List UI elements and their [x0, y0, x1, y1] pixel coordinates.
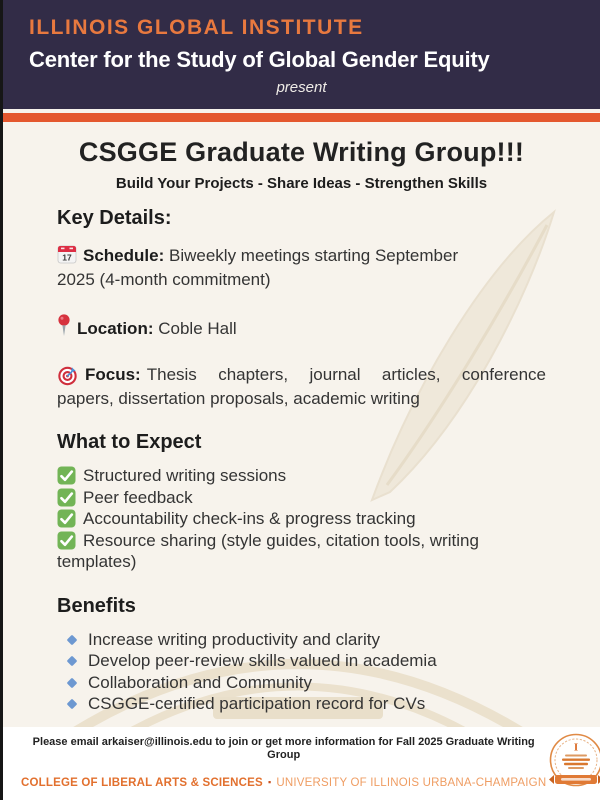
- benefit-item: Increase writing productivity and clarity: [65, 629, 546, 651]
- schedule-detail: [57, 244, 546, 292]
- diamond-icon: [65, 697, 79, 711]
- check-icon: [57, 509, 76, 528]
- schedule-label: Schedule:: [83, 246, 165, 265]
- benefit-item: Collaboration and Community: [65, 672, 546, 694]
- benefit-item: Develop peer-review skills valued in academia: [65, 650, 546, 672]
- focus-detail: [57, 363, 546, 411]
- orange-stripe: [3, 113, 600, 122]
- focus-text-line1: Thesis chapters, journal articles, conference: [146, 365, 546, 384]
- svg-text:I: I: [574, 741, 579, 754]
- diamond-icon: [65, 654, 79, 668]
- location-text: Coble Hall: [158, 319, 237, 338]
- college-name: COLLEGE OF LIBERAL ARTS & SCIENCES: [21, 777, 263, 789]
- check-icon: [57, 531, 76, 550]
- expect-heading: What to Expect: [57, 431, 202, 453]
- college-line: [21, 777, 546, 789]
- schedule-text-line1: Biweekly meetings starting September: [168, 246, 459, 265]
- footer-bar: [3, 727, 600, 800]
- check-icon: [57, 466, 76, 485]
- square-bullet-icon: ▪: [267, 777, 272, 787]
- flyer-body: [3, 122, 600, 727]
- svg-text:17: 17: [62, 252, 72, 263]
- csgge-seal-badge: [546, 733, 600, 795]
- benefits-list: [57, 629, 546, 715]
- flyer-subtitle: Build Your Projects - Share Ideas - Strengthen Skills: [115, 175, 488, 192]
- location-label: Location:: [77, 319, 154, 338]
- location-detail: [57, 314, 546, 341]
- contact-note: Please email arkaiser@illinois.edu to join or get more information for Fall 2025 Graduate Writing Group: [32, 736, 535, 761]
- institute-name: ILLINOIS GLOBAL INSTITUTE: [29, 16, 364, 39]
- focus-text-line2: papers, dissertation proposals, academic writing: [57, 389, 420, 408]
- key-details-heading: Key Details:: [57, 207, 172, 229]
- expect-item: Accountability check-ins & progress tracking: [57, 508, 546, 530]
- expect-list: [57, 465, 546, 573]
- calendar-icon: [57, 244, 77, 264]
- footer-text-block: [3, 727, 546, 800]
- university-name: UNIVERSITY OF ILLINOIS URBANA-CHAMPAIGN: [276, 777, 547, 789]
- flyer-title: CSGGE Graduate Writing Group!!!: [78, 137, 525, 167]
- center-name: Center for the Study of Global Gender Equity: [29, 47, 490, 72]
- benefit-item: CSGGE-certified participation record for CVs: [65, 693, 546, 715]
- expect-item: Resource sharing (style guides, citation tools, writing templates): [57, 530, 479, 571]
- pushpin-icon: [57, 314, 71, 337]
- present-label: present: [276, 79, 327, 96]
- header-banner: [3, 0, 600, 109]
- footer-logos: [546, 727, 600, 800]
- target-icon: [57, 364, 79, 386]
- benefits-heading: Benefits: [57, 594, 136, 617]
- check-icon: [57, 488, 76, 507]
- expect-item: Structured writing sessions: [57, 465, 546, 487]
- diamond-icon: [65, 633, 79, 647]
- diamond-icon: [65, 676, 79, 690]
- expect-item: Peer feedback: [57, 487, 546, 509]
- focus-label: Focus:: [85, 365, 141, 384]
- schedule-text-line2: 2025 (4-month commitment): [57, 270, 271, 289]
